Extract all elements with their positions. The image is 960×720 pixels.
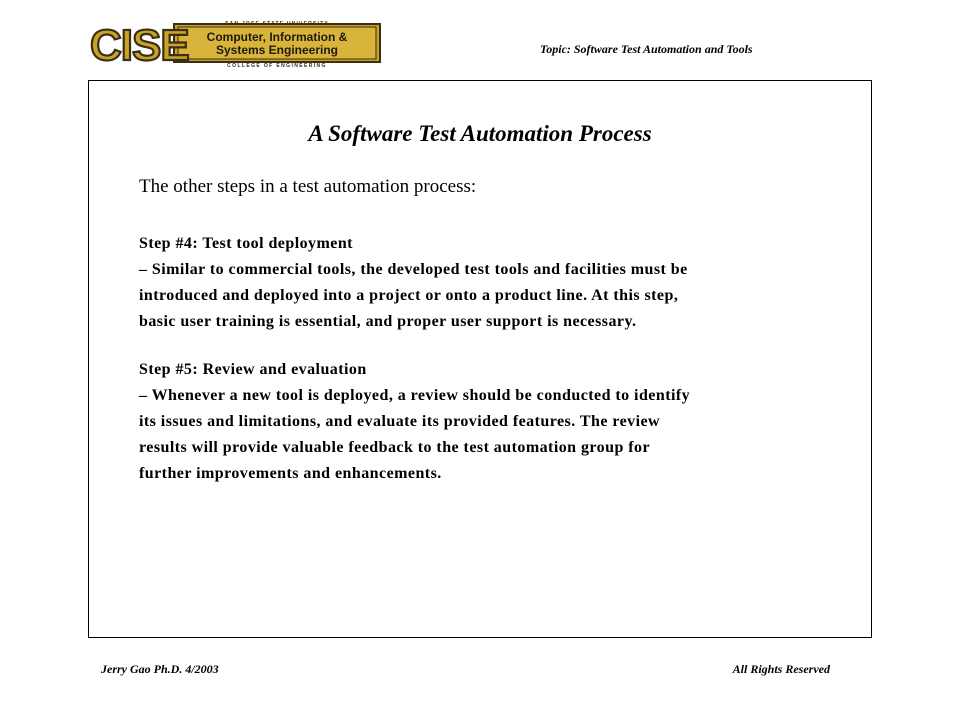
- step-5-body: – Whenever a new tool is deployed, a review should be conducted to identify its issues and limitations, and evaluate its provided features. The review results will provide valuable feedback to the test automation group for further improvements and enhancements.: [139, 387, 691, 482]
- logo-department-line2: Systems Engineering: [215, 43, 339, 57]
- step-4-body: – Similar to commercial tools, the developed test tools and facilities must be introduced and deployed into a project or onto a product line. At this step, basic user training is essential, and proper user support is necessary.: [139, 261, 688, 330]
- logo-university: SAN JOSE STATE UNIVERSITY: [225, 21, 329, 27]
- slide-intro: The other steps in a test automation process:: [139, 176, 477, 197]
- cise-logo-graphic: [88, 18, 384, 68]
- topic-label: Topic: Software Test Automation and Tools: [540, 42, 753, 56]
- footer-rights: All Rights Reserved: [732, 662, 830, 676]
- slide-frame: [88, 80, 872, 638]
- step-4-heading: Step #4: Test tool deployment: [139, 235, 353, 252]
- cise-logo: [88, 18, 384, 68]
- step-5-block: [139, 357, 849, 487]
- logo-department-line1: Computer, Information &: [206, 30, 348, 44]
- step-4-block: [139, 231, 849, 335]
- slide-title: A Software Test Automation Process: [308, 121, 652, 146]
- footer-author: Jerry Gao Ph.D. 4/2003: [101, 662, 219, 676]
- logo-college: COLLEGE OF ENGINEERING: [227, 63, 327, 68]
- step-5-heading: Step #5: Review and evaluation: [139, 361, 367, 378]
- logo-letters: CISE: [90, 21, 189, 68]
